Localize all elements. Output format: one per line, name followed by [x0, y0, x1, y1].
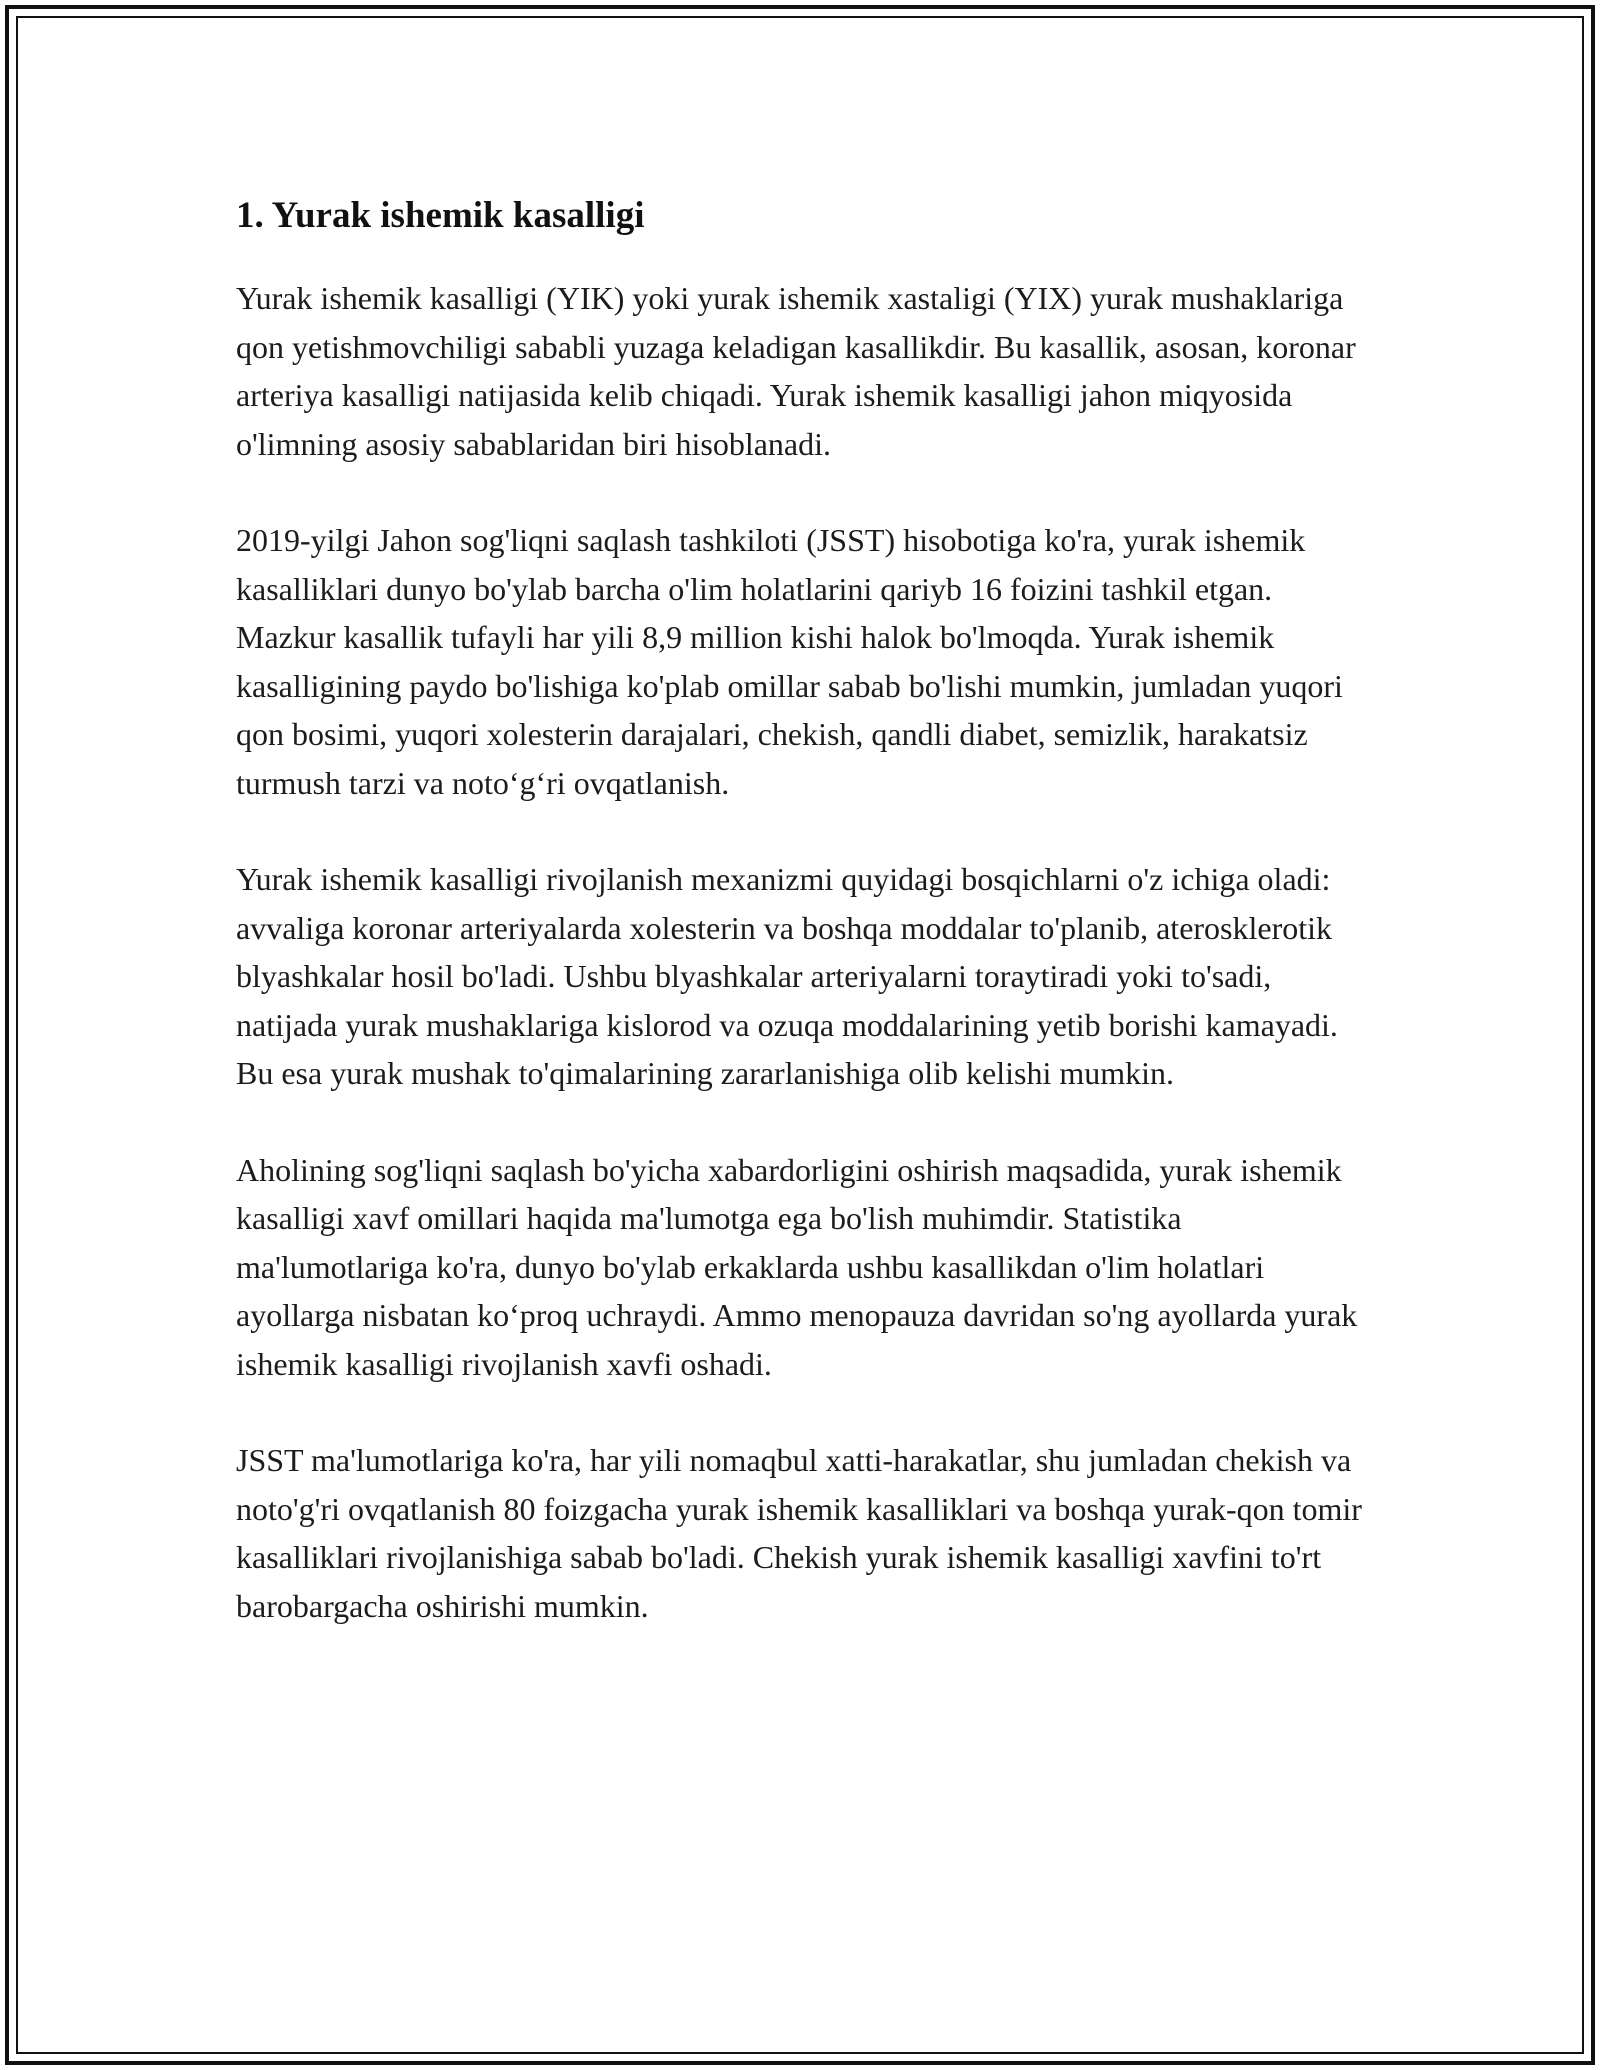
paragraph-risk-behaviors: JSST ma'lumotlariga ko'ra, har yili nomaqbul xatti-harakatlar, shu jumladan chekish va noto'g'ri ovqatlanish 80 foizgacha yurak ishemik kasalliklari va boshqa yurak-qon tomir kasalliklari rivojlanishiga sabab bo'ladi. Chekish yurak ishemik kasalligi xavfini to'rt barobargacha oshirishi mumkin.	[236, 1442, 1362, 1624]
paragraph-statistics: 2019-yilgi Jahon sog'liqni saqlash tashkiloti (JSST) hisobotiga ko'ra, yurak ishemik kasalliklari dunyo bo'ylab barcha o'lim holatlarini qariyb 16 foizini tashkil etgan. Mazkur kasallik tufayli har yili 8,9 million kishi halok bo'lmoqda. Yurak ishemik kasalligining paydo bo'lishiga ko'plab omillar sabab bo'lishi mumkin, jumladan yuqori qon bosimi, yuqori xolesterin darajalari, chekish, qandli diabet, semizlik, harakatsiz turmush tarzi va noto‘g‘ri ovqatlanish.	[236, 522, 1343, 801]
section-heading: 1. Yurak ishemik kasalligi	[236, 195, 645, 236]
paragraph-definition: Yurak ishemik kasalligi (YIK) yoki yurak ishemik xastaligi (YIX) yurak mushaklariga qon yetishmovchiligi sababli yuzaga keladigan kasallikdir. Bu kasallik, asosan, koronar arteriya kasalligi natijasida kelib chiqadi. Yurak ishemik kasalligi jahon miqyosida o'limning asosiy sabablaridan biri hisoblanadi.	[236, 280, 1356, 462]
paragraph-awareness: Aholining sog'liqni saqlash bo'yicha xabardorligini oshirish maqsadida, yurak ishemik kasalligi xavf omillari haqida ma'lumotga ega bo'lish muhimdir. Statistika ma'lumotlariga ko'ra, dunyo bo'ylab erkaklarda ushbu kasallikdan o'lim holatlari ayollarga nisbatan ko‘proq uchraydi. Ammo menopauza davridan so'ng ayollarda yurak ishemik kasalligi rivojlanish xavfi oshadi.	[236, 1151, 1358, 1382]
paragraph-mechanism: Yurak ishemik kasalligi rivojlanish mexanizmi quyidagi bosqichlarni o'z ichiga oladi: avvaliga koronar arteriyalarda xolesterin va boshqa moddalar to'planib, aterosklerotik blyashkalar hosil bo'ladi. Ushbu blyashkalar arteriyalarni toraytiradi yoki to'sadi, natijada yurak mushaklariga kislorod va ozuqa moddalarining yetib borishi kamayadi. Bu esa yurak mushak to'qimalarining zararlanishiga olib kelishi mumkin.	[236, 861, 1338, 1091]
document-body	[236, 186, 1366, 1678]
